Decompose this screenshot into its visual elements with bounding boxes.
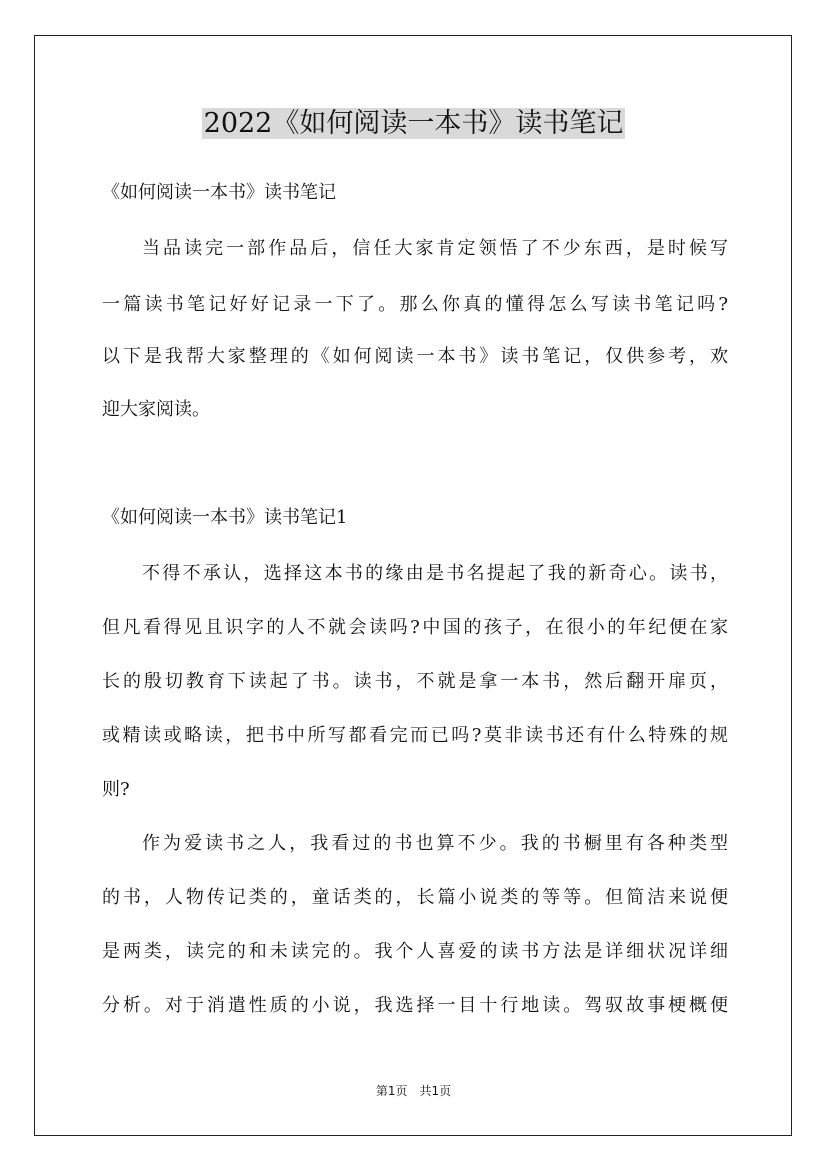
document-title [0, 104, 827, 144]
paragraph-line: 长的殷切教育下读起了书。读书，不就是拿一本书，然后翻开扉页， [102, 671, 728, 692]
paragraph-line: 作为爱读书之人，我看过的书也算不少。我的书橱里有各种类型 [142, 833, 728, 854]
section-heading-1: 《如何阅读一本书》读书笔记1 [102, 507, 348, 528]
page-number-footer: 第1页 共1页 [375, 1084, 452, 1098]
paragraph-line: 一篇读书笔记好好记录一下了。那么你真的懂得怎么写读书笔记吗? [102, 294, 728, 315]
paragraph-line: 不得不承认，选择这本书的缘由是书名提起了我的新奇心。读书， [142, 563, 728, 584]
paragraph-line: 分析。对于消遣性质的小说，我选择一目十行地读。驾驭故事梗概便 [102, 995, 728, 1016]
paragraph-line: 或精读或略读，把书中所写都看完而已吗?莫非读书还有什么特殊的规 [102, 725, 728, 746]
paragraph-line: 迎大家阅读。 [102, 399, 210, 420]
paragraph-line: 但凡看得见且识字的人不就会读吗?中国的孩子，在很小的年纪便在家 [102, 617, 728, 638]
paragraph-line: 当品读完一部作品后，信任大家肯定领悟了不少东西，是时候写 [142, 238, 728, 259]
paragraph-line: 的书，人物传记类的，童话类的，长篇小说类的等等。但简洁来说便 [102, 887, 728, 908]
paragraph-line: 以下是我帮大家整理的《如何阅读一本书》读书笔记，仅供参考，欢 [102, 346, 728, 367]
document-title-text: 2022《如何阅读一本书》读书笔记 [203, 108, 624, 139]
paragraph-line: 是两类，读完的和未读完的。我个人喜爱的读书方法是详细状况详细 [102, 941, 728, 962]
paragraph-line: 则? [102, 779, 130, 800]
section-heading-intro: 《如何阅读一本书》读书笔记 [102, 182, 336, 203]
